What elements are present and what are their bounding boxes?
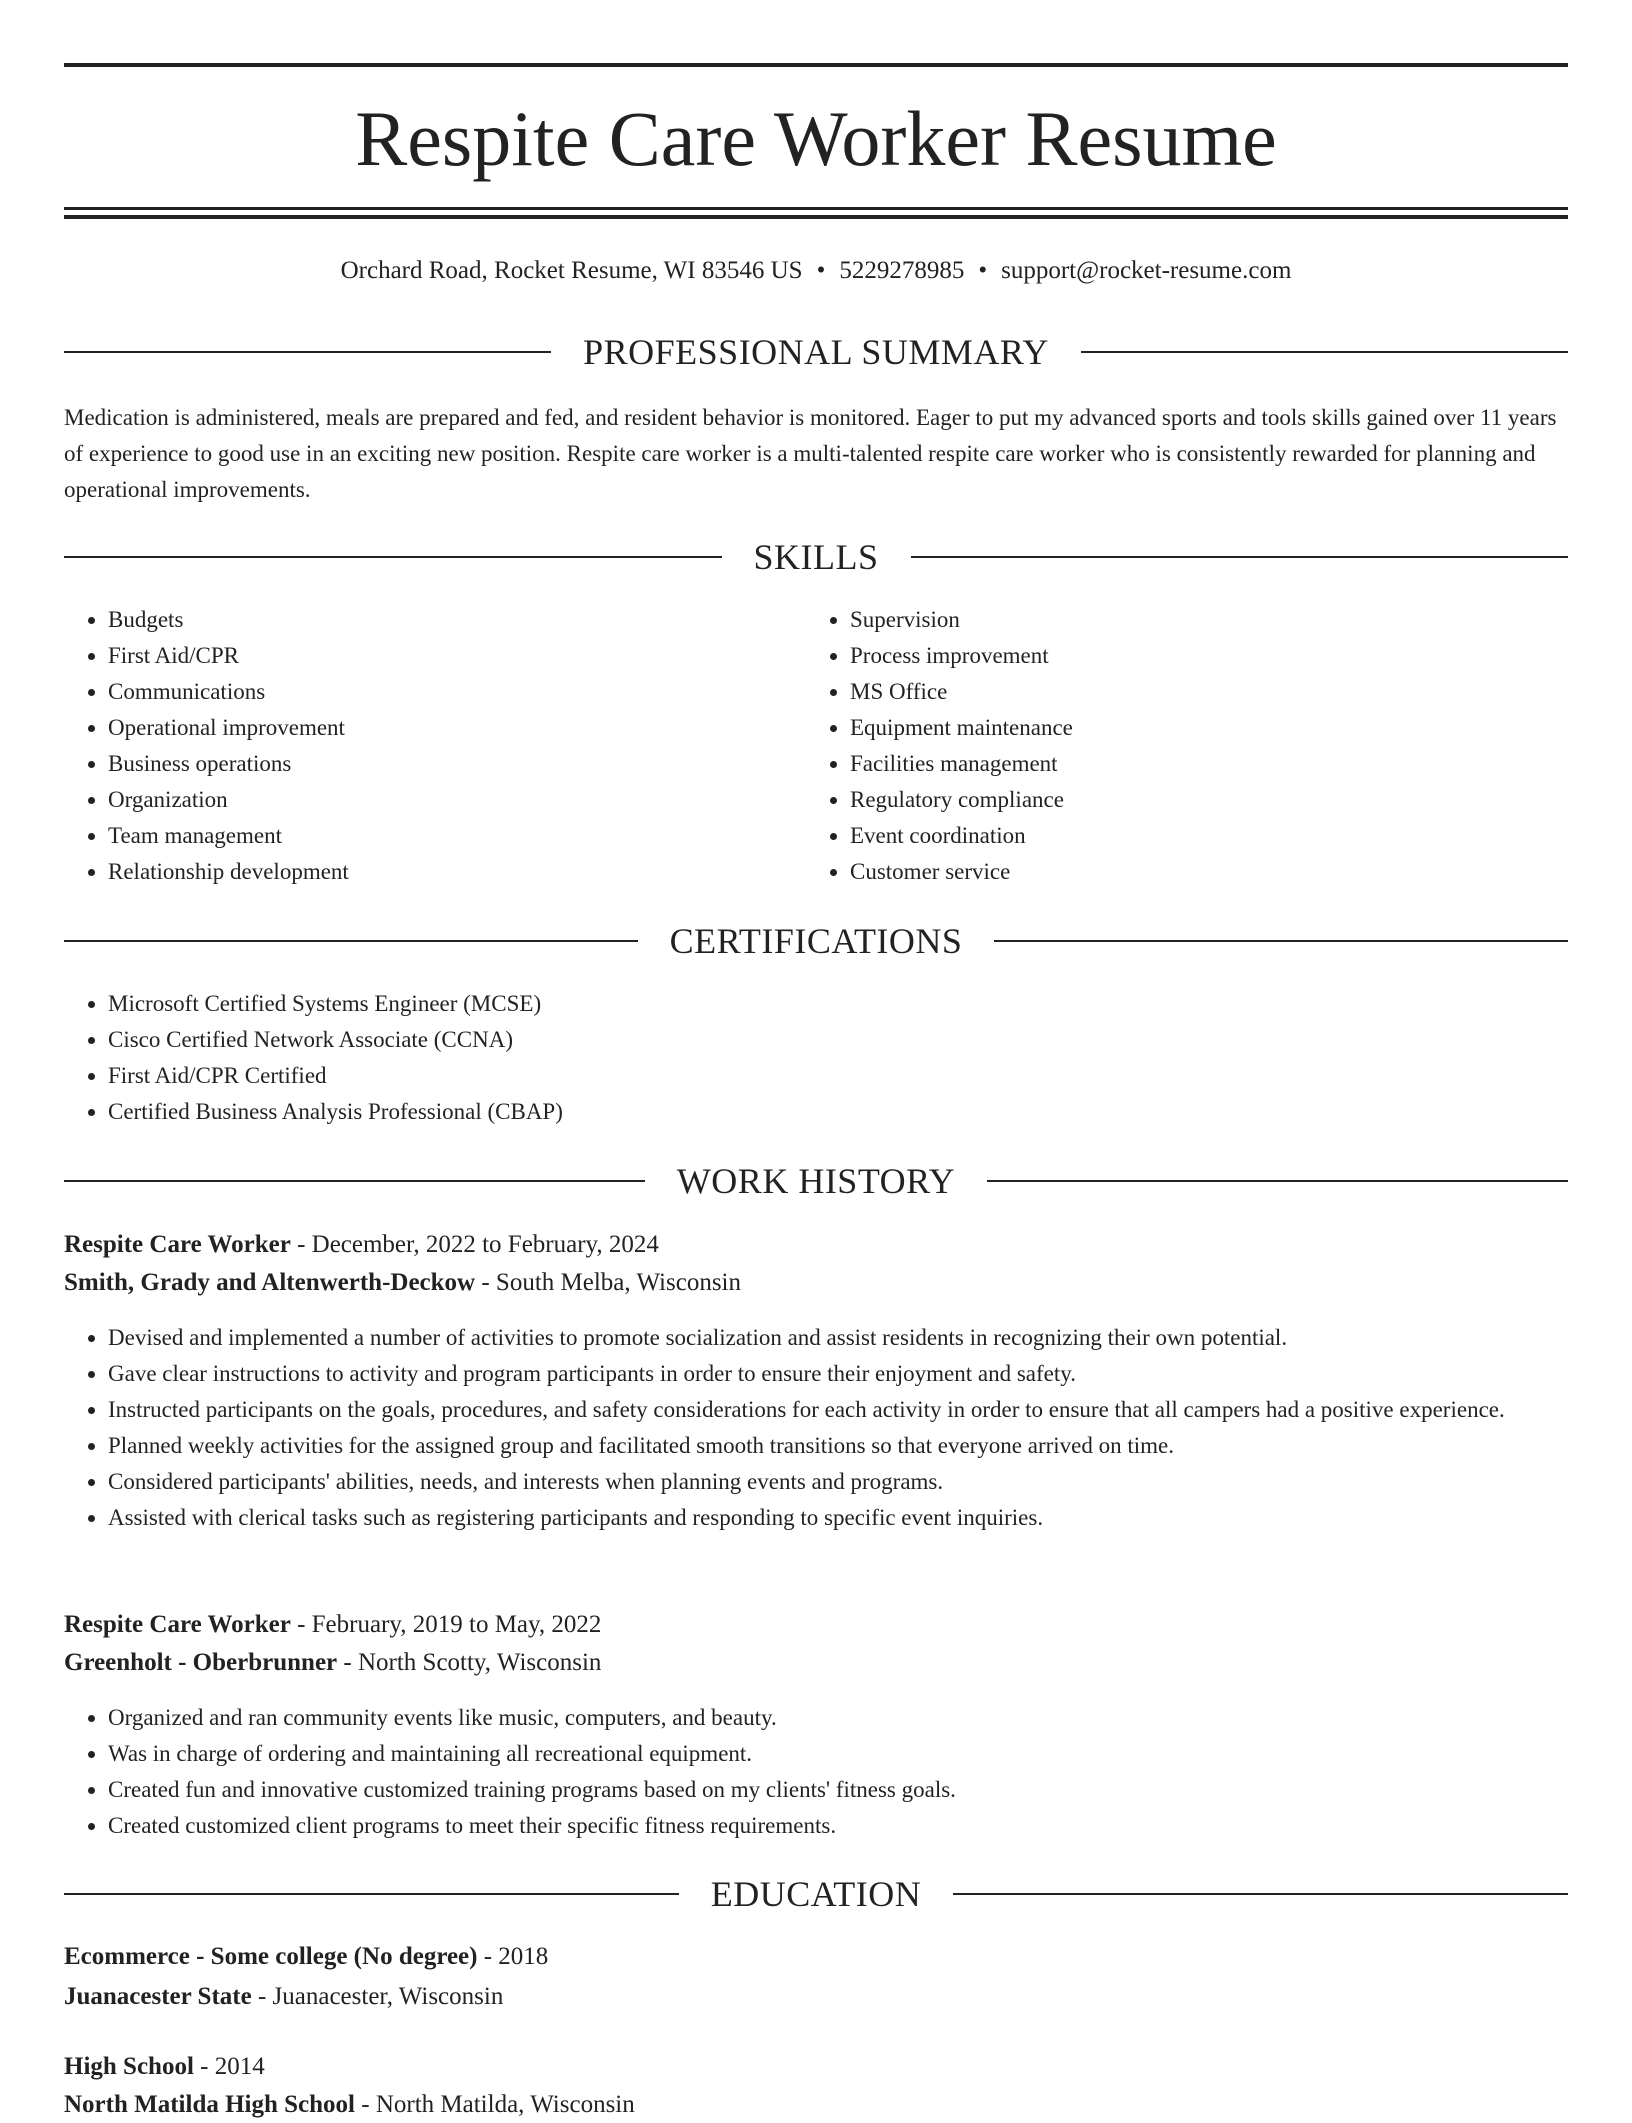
job-title: Respite Care Worker bbox=[64, 1231, 291, 1258]
summary-heading-label: PROFESSIONAL SUMMARY bbox=[583, 332, 1049, 372]
heading-rule bbox=[953, 1893, 1568, 1895]
skill-item: • Supervision bbox=[850, 602, 1550, 638]
skill-item: • First Aid/CPR bbox=[108, 638, 808, 674]
work-heading-label: WORK HISTORY bbox=[676, 1161, 956, 1201]
job-duty: • Devised and implemented a number of activities to promote socialization and assist residents in recognizing their own potential. bbox=[108, 1320, 1568, 1356]
skills-heading-label: SKILLS bbox=[753, 537, 879, 577]
summary-heading bbox=[64, 330, 1568, 374]
skills-list-left bbox=[64, 602, 808, 890]
job-duty: • Organized and ran community events like music, computers, and beauty. bbox=[108, 1700, 1568, 1736]
heading-rule bbox=[64, 556, 722, 558]
job-dates: - February, 2019 to May, 2022 bbox=[290, 1611, 602, 1638]
job-duty: • Planned weekly activities for the assigned group and facilitated smooth transitions so that everyone arrived on time. bbox=[108, 1428, 1568, 1464]
skill-item: • Budgets bbox=[108, 602, 808, 638]
contact-address: Orchard Road, Rocket Resume, WI 83546 US bbox=[340, 257, 803, 284]
skill-item: • Operational improvement bbox=[108, 710, 808, 746]
education-school: Juanacester State bbox=[64, 1983, 252, 2010]
job-company: Smith, Grady and Altenwerth-Deckow bbox=[64, 1269, 476, 1296]
job-duty: • Gave clear instructions to activity and program participants in order to ensure their enjoyment and safety. bbox=[108, 1356, 1568, 1392]
heading-rule bbox=[911, 556, 1569, 558]
skills-list-right bbox=[806, 602, 1550, 890]
title-rule-upper bbox=[64, 207, 1568, 210]
skill-item: • Organization bbox=[108, 782, 808, 818]
skill-item: • Team management bbox=[108, 818, 808, 854]
certification-item: • Microsoft Certified Systems Engineer (MCSE) bbox=[108, 986, 1568, 1022]
education-degree: Ecommerce - Some college (No degree) bbox=[64, 1943, 478, 1970]
job-duty: • Was in charge of ordering and maintaining all recreational equipment. bbox=[108, 1736, 1568, 1772]
skill-item: • Equipment maintenance bbox=[850, 710, 1550, 746]
skill-item: • Facilities management bbox=[850, 746, 1550, 782]
job-duties-list bbox=[64, 1320, 1568, 1536]
heading-rule bbox=[64, 940, 638, 942]
job-dates: - December, 2022 to February, 2024 bbox=[290, 1231, 659, 1258]
job-duties-list bbox=[64, 1700, 1568, 1844]
education-year: - 2014 bbox=[193, 2053, 265, 2080]
certification-item: • Certified Business Analysis Professional (CBAP) bbox=[108, 1094, 1568, 1130]
contact-phone: 5229278985 bbox=[839, 257, 965, 284]
job-duty: • Assisted with clerical tasks such as registering participants and responding to specific event inquiries. bbox=[108, 1500, 1568, 1536]
education-school-line bbox=[64, 2087, 1568, 2123]
skill-item: • Communications bbox=[108, 674, 808, 710]
job-duty: • Considered participants' abilities, needs, and interests when planning events and programs. bbox=[108, 1464, 1568, 1500]
contact-separator: • bbox=[816, 257, 826, 284]
skill-item: • MS Office bbox=[850, 674, 1550, 710]
skills-heading bbox=[64, 535, 1568, 579]
education-school-line bbox=[64, 1979, 1568, 2015]
skill-item: • Business operations bbox=[108, 746, 808, 782]
summary-text: Medication is administered, meals are prepared and fed, and resident behavior is monitored. Eager to put my advanced sports and tools skills gained over 11 years of experience to good use in an exciting new position. Respite care worker is a multi-talented respite care worker who is consistently rewarded for planning and operational improvements. bbox=[64, 405, 1557, 502]
heading-rule bbox=[64, 351, 551, 353]
job-title-line bbox=[64, 1607, 1568, 1643]
job-location: - South Melba, Wisconsin bbox=[475, 1269, 741, 1296]
education-location: - North Matilda, Wisconsin bbox=[355, 2091, 635, 2118]
contact-line bbox=[64, 255, 1568, 287]
top-rule bbox=[64, 63, 1568, 67]
education-heading bbox=[64, 1872, 1568, 1916]
skill-item: • Process improvement bbox=[850, 638, 1550, 674]
heading-rule bbox=[64, 1180, 645, 1182]
education-location: - Juanacester, Wisconsin bbox=[251, 1983, 504, 2010]
education-year: - 2018 bbox=[477, 1943, 549, 1970]
job-company-line bbox=[64, 1265, 1568, 1301]
job-duty: • Created customized client programs to meet their specific fitness requirements. bbox=[108, 1808, 1568, 1844]
certification-item: • First Aid/CPR Certified bbox=[108, 1058, 1568, 1094]
certification-item: • Cisco Certified Network Associate (CCNA) bbox=[108, 1022, 1568, 1058]
certifications-heading bbox=[64, 919, 1568, 963]
contact-separator: • bbox=[978, 257, 988, 284]
heading-rule bbox=[1081, 351, 1568, 353]
education-degree: High School bbox=[64, 2053, 194, 2080]
education-heading-label: EDUCATION bbox=[710, 1874, 922, 1914]
heading-rule bbox=[987, 1180, 1568, 1182]
certifications-list bbox=[64, 986, 1568, 1130]
heading-rule bbox=[994, 940, 1568, 942]
job-company-line bbox=[64, 1645, 1568, 1681]
job-location: - North Scotty, Wisconsin bbox=[337, 1649, 602, 1676]
job-duty: • Instructed participants on the goals, procedures, and safety considerations for each activity in order to ensure that all campers had a positive experience. bbox=[108, 1392, 1568, 1428]
education-school: North Matilda High School bbox=[64, 2091, 355, 2118]
job-company: Greenholt - Oberbrunner bbox=[64, 1649, 338, 1676]
job-duty: • Created fun and innovative customized training programs based on my clients' fitness goals. bbox=[108, 1772, 1568, 1808]
education-degree-line bbox=[64, 2049, 1568, 2085]
heading-rule bbox=[64, 1893, 679, 1895]
certifications-heading-label: CERTIFICATIONS bbox=[669, 921, 963, 961]
title-rule-lower bbox=[64, 215, 1568, 219]
page-title: Respite Care Worker Resume bbox=[355, 95, 1277, 182]
skill-item: • Regulatory compliance bbox=[850, 782, 1550, 818]
skill-item: • Relationship development bbox=[108, 854, 808, 890]
education-degree-line bbox=[64, 1939, 1568, 1975]
contact-email: support@rocket-resume.com bbox=[1001, 257, 1292, 284]
skill-item: • Event coordination bbox=[850, 818, 1550, 854]
job-title: Respite Care Worker bbox=[64, 1611, 291, 1638]
skill-item: • Customer service bbox=[850, 854, 1550, 890]
job-title-line bbox=[64, 1227, 1568, 1263]
work-heading bbox=[64, 1159, 1568, 1203]
